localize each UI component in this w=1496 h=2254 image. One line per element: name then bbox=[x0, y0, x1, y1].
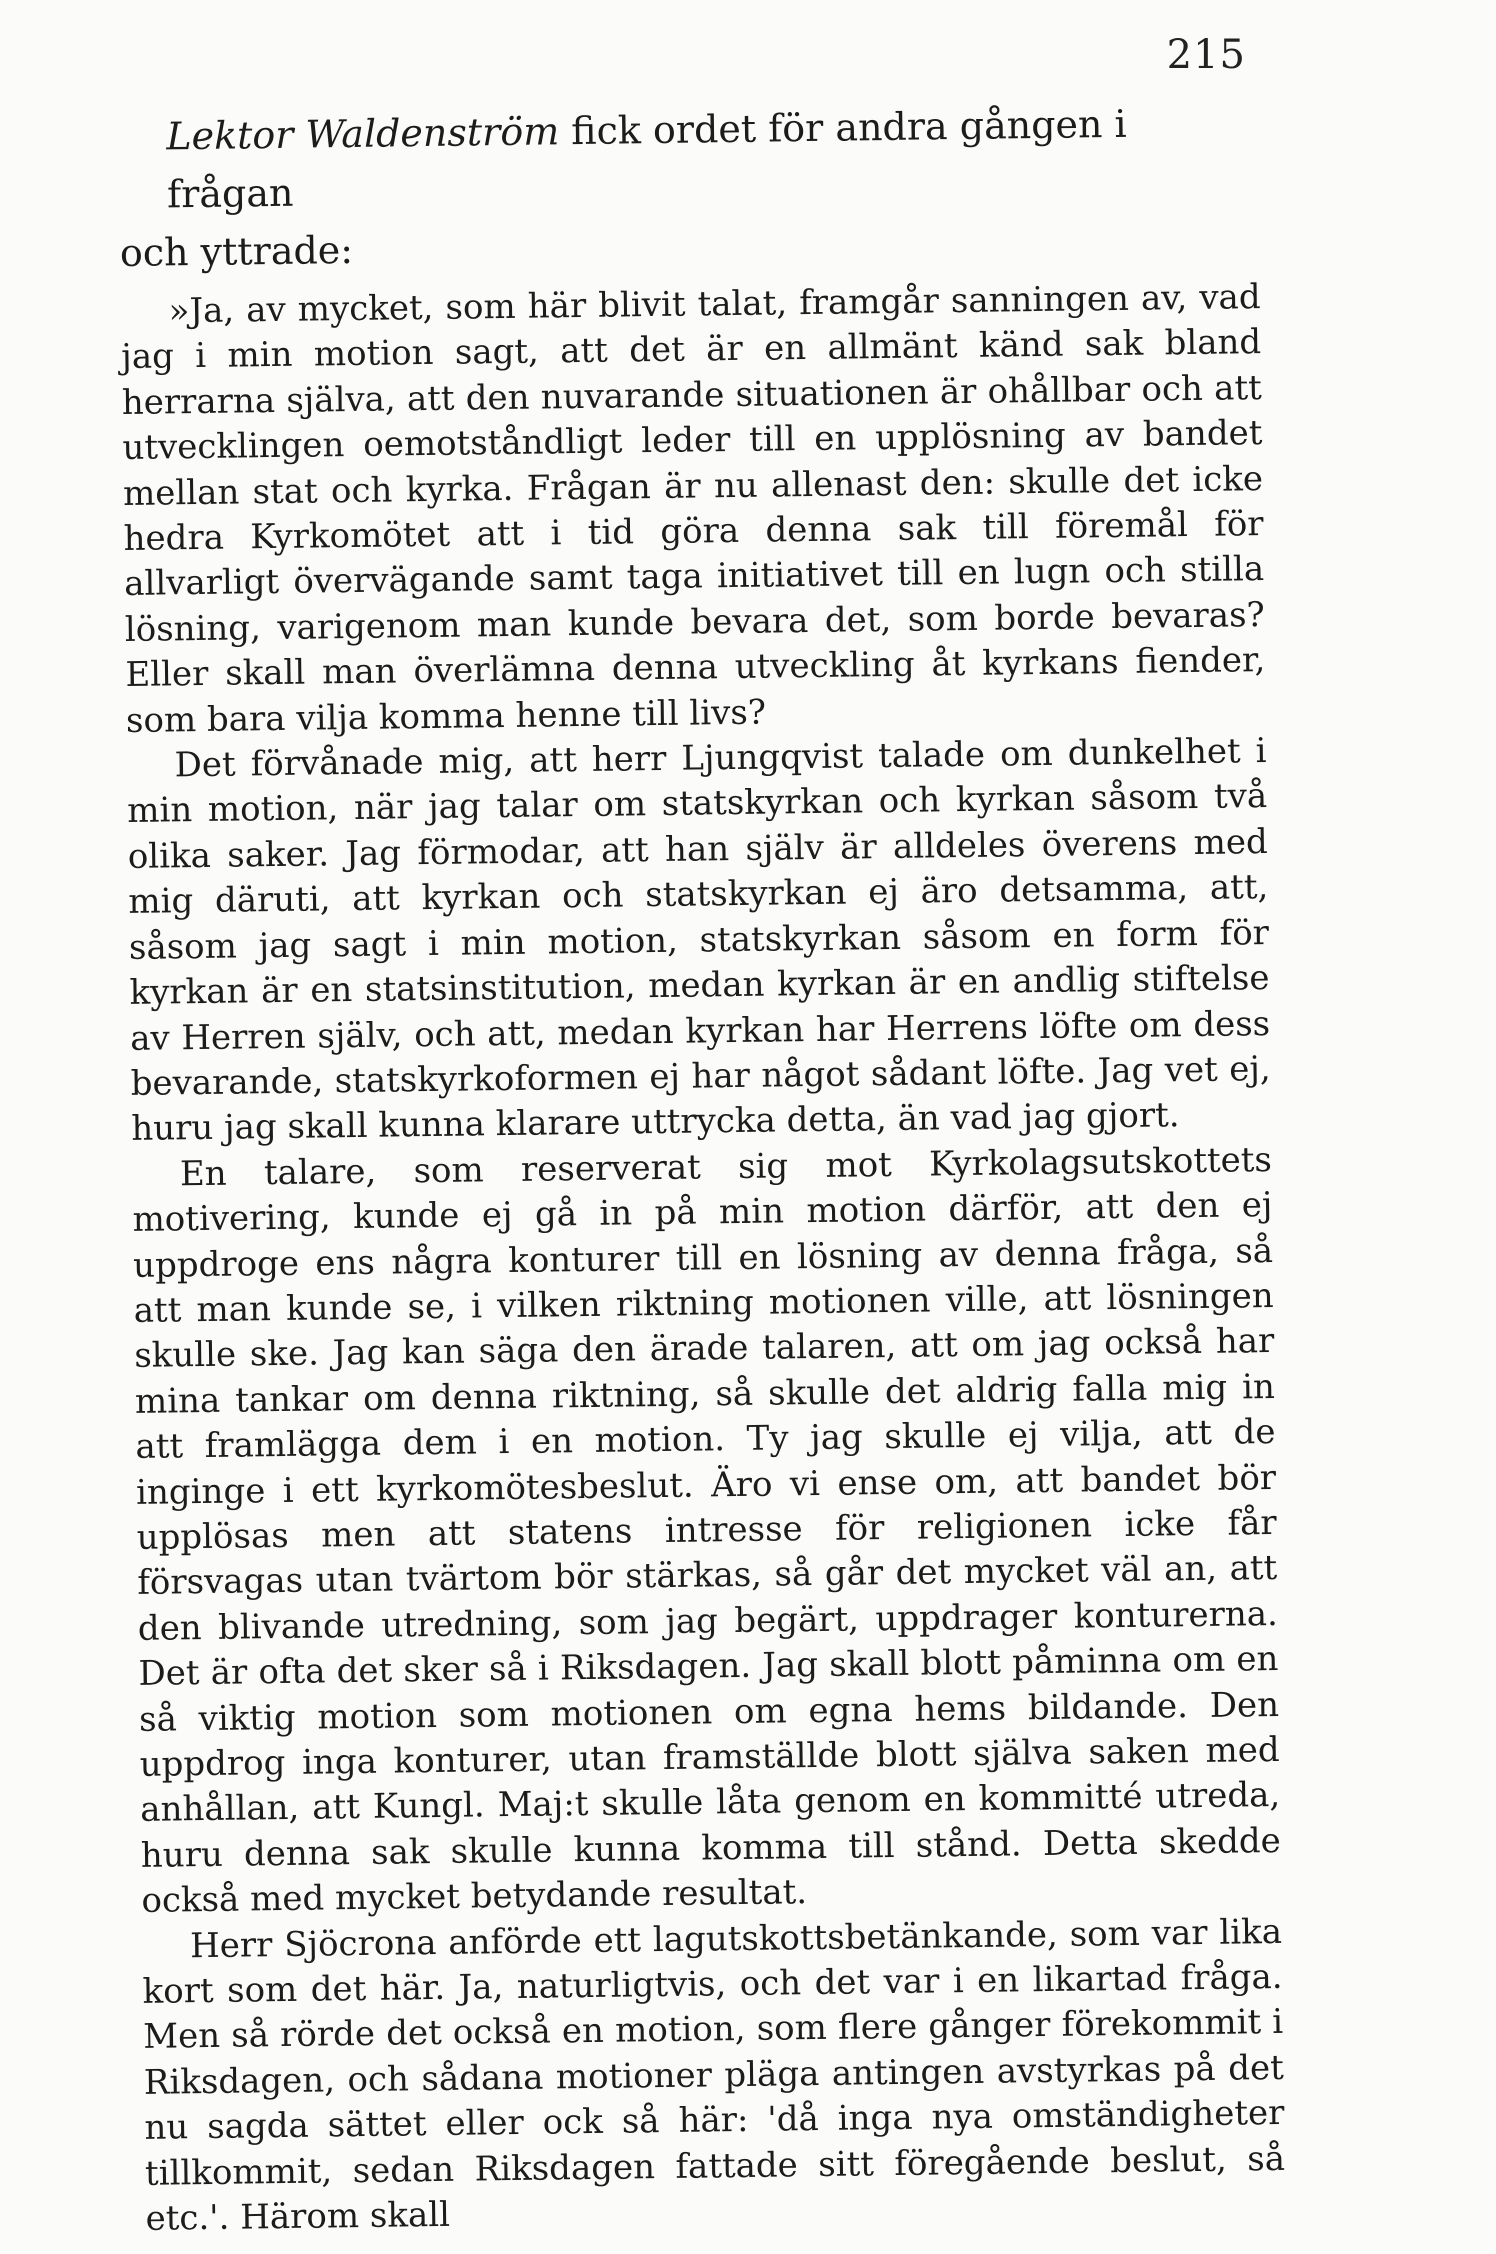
speaker-intro bbox=[119, 93, 1260, 281]
paragraph-1: »Ja, av mycket, som här blivit talat, framgår sanningen av, vad jag i min motion sagt, att det är en allmänt känd sak bland herrarna själva, att den nuvarande situationen är ohållbar och att utvecklingen oemotståndligt leder till en upplösning av bandet mellan stat och kyrka. Frågan är nu allenast den: skulle det icke hedra Kyrkomötet att i tid göra denna sak till föremål för allvarligt övervägande samt taga initiativet till en lugn och stilla lösning, varigenom man kunde bevara det, som borde bevaras? Eller skall man överlämna denna utveckling åt kyrkans fiender, som bara vilja komma henne till livs? bbox=[121, 277, 1266, 741]
speaker-intro-text: fick ordet för andra gången i frågan bbox=[166, 101, 1127, 217]
speaker-name: Lektor Waldenström bbox=[166, 109, 560, 159]
page-number: 215 bbox=[1166, 32, 1246, 78]
speaker-intro-tail: och yttrade: bbox=[119, 227, 354, 275]
paragraph-3: En talare, som reserverat sig mot Kyrkolagsutskottets motivering, kunde ej gå in på min motion därför, att den ej uppdroge ens några konturer till en lösning av denna fråga, så att man kunde se, i vilken riktning motionen ville, att lösningen skulle ske. Jag kan säga den ärade talaren, att om jag också har mina tankar om denna riktning, så skulle det aldrig falla mig in att framlägga dem i en motion. Ty jag skulle ej vilja, att de inginge i ett kyrkomötesbeslut. Äro vi ense om, att bandet bör upplösas men att statens intresse för religionen icke får försvagas utan tvärtom bör stärkas, så går det mycket väl an, att den blivande utredning, som jag begärt, uppdrager konturerna. Det är ofta det sker så i Riksdagen. Jag skall blott påminna om en så viktig motion som motionen om egna hems bildande. Den uppdrog inga konturer, utan framställde blott själva saken med anhållan, att Kungl. Maj:t skulle låta genom en kommitté utreda, huru denna sak skulle kunna komma till stånd. Detta skedde också med mycket betydande resultat. bbox=[132, 1139, 1282, 1922]
page-text bbox=[118, 93, 1286, 2242]
paragraph-2: Det förvånade mig, att herr Ljungqvist talade om dunkelhet i min motion, när jag talar om statskyrkan och kyrkan såsom två olika saker. Jag förmodar, att han själv är alldeles överens med mig däruti, att kyrkan och statskyrkan ej äro detsamma, att, såsom jag sagt i min motion, statskyrkan såsom en form för kyrkan är en statsinstitution, medan kyrkan är en andlig stiftelse av Herren själv, och att, medan kyrkan har Herrens löfte om dess bevarande, statskyrkoformen ej har något sådant löfte. Jag vet ej, huru jag skall kunna klarare uttrycka detta, än vad jag gjort. bbox=[126, 731, 1271, 1150]
paragraph-4: Herr Sjöcrona anförde ett lagutskottsbetänkande, som var lika kort som det här. Ja, naturligtvis, och det var i en likartad fråga. Men så rörde det också en motion, som flere gånger förekommit i Riksdagen, och sådana motioner pläga antingen avstyrkas på det nu sagda sättet eller ock så här: 'då inga nya omständigheter tillkommit, sedan Riksdagen fattade sitt föregående beslut, så etc.'. Härom skall bbox=[142, 1911, 1286, 2239]
